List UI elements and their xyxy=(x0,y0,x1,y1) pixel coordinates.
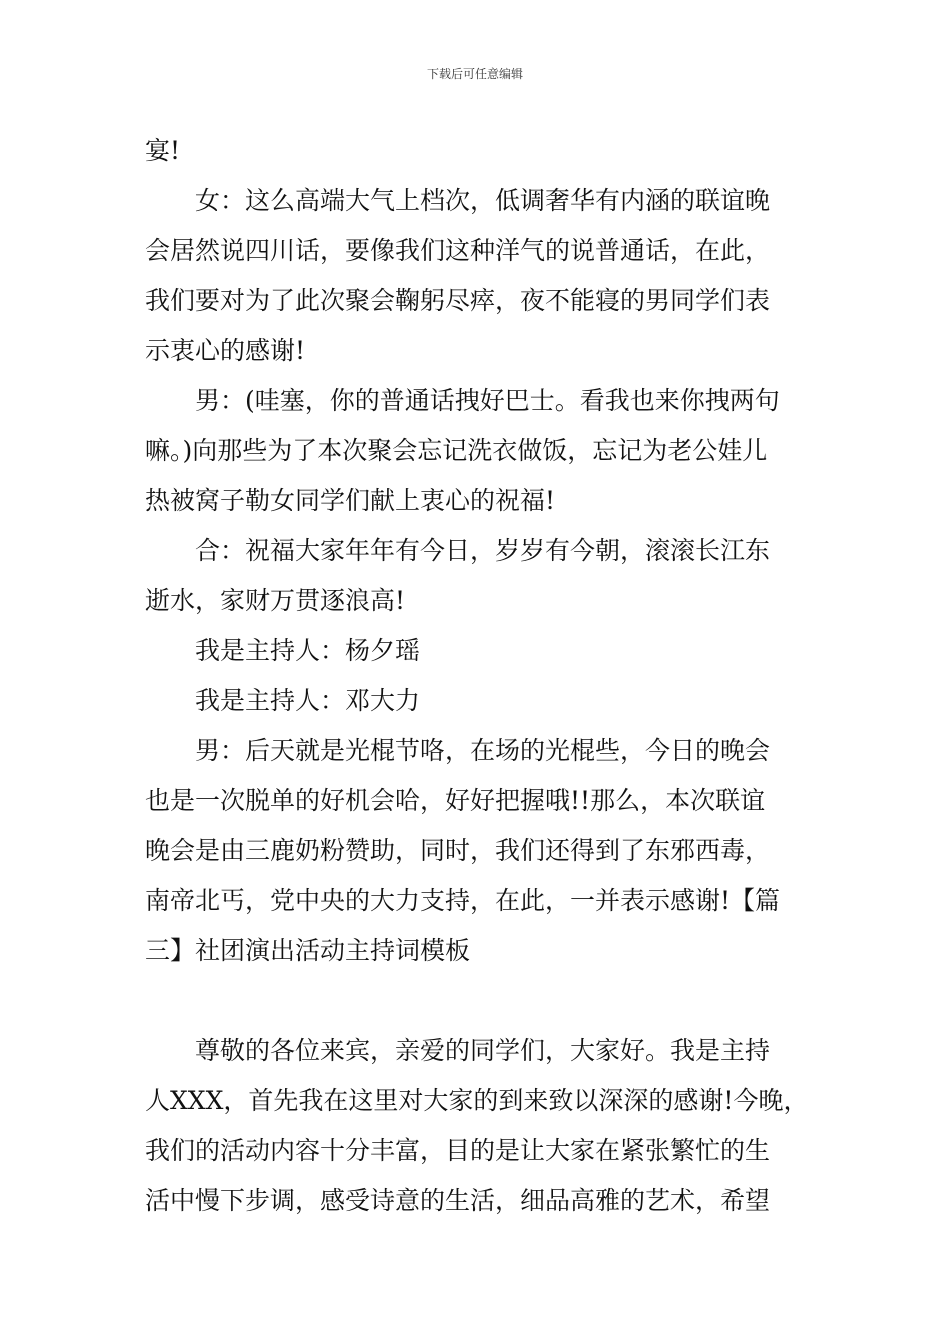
text-line: 示衷心的感谢! xyxy=(145,336,306,365)
text-line: 我是主持人：杨夕瑶 xyxy=(195,636,421,665)
text-line: 合：祝福大家年年有今日，岁岁有今朝，滚滚长江东 xyxy=(195,536,771,565)
text-line: 宴! xyxy=(145,136,181,165)
text-line: 我们的活动内容十分丰富，目的是让大家在紧张繁忙的生 xyxy=(145,1136,771,1165)
text-line: 逝水，家财万贯逐浪高! xyxy=(145,586,406,615)
text-line: 三】社团演出活动主持词模板 xyxy=(145,936,471,965)
text-line: 男：(哇塞，你的普通话拽好巴士。看我也来你拽两句 xyxy=(195,386,780,415)
text-line: 也是一次脱单的好机会哈，好好把握哦!!那么，本次联谊 xyxy=(145,786,766,815)
page-header: 下载后可任意编辑 xyxy=(426,67,523,81)
text-line: 嘛。)向那些为了本次聚会忘记洗衣做饭，忘记为老公娃儿 xyxy=(145,436,768,465)
text-line: 尊敬的各位来宾，亲爱的同学们，大家好。我是主持 xyxy=(195,1036,771,1065)
text-line: 人XXX，首先我在这里对大家的到来致以深深的感谢!今晚， xyxy=(145,1086,809,1115)
text-line: 我是主持人：邓大力 xyxy=(195,686,421,715)
text-line: 活中慢下步调，感受诗意的生活，细品高雅的艺术，希望 xyxy=(145,1186,771,1215)
text-line: 男：后天就是光棍节咯，在场的光棍些，今日的晚会 xyxy=(195,736,771,765)
text-line: 我们要对为了此次聚会鞠躬尽瘁，夜不能寝的男同学们表 xyxy=(145,286,771,315)
text-line: 会居然说四川话，要像我们这种洋气的说普通话，在此， xyxy=(145,236,771,265)
text-line: 热被窝子勒女同学们献上衷心的祝福! xyxy=(145,486,556,515)
text-line: 晚会是由三鹿奶粉赞助，同时，我们还得到了东邪西毒， xyxy=(145,836,771,865)
document-body xyxy=(145,126,820,1226)
text-line: 女：这么高端大气上档次，低调奢华有内涵的联谊晚 xyxy=(195,186,771,215)
text-line: 南帝北丐，党中央的大力支持，在此，一并表示感谢!【篇 xyxy=(145,886,781,915)
paragraph-gap xyxy=(145,976,820,1026)
